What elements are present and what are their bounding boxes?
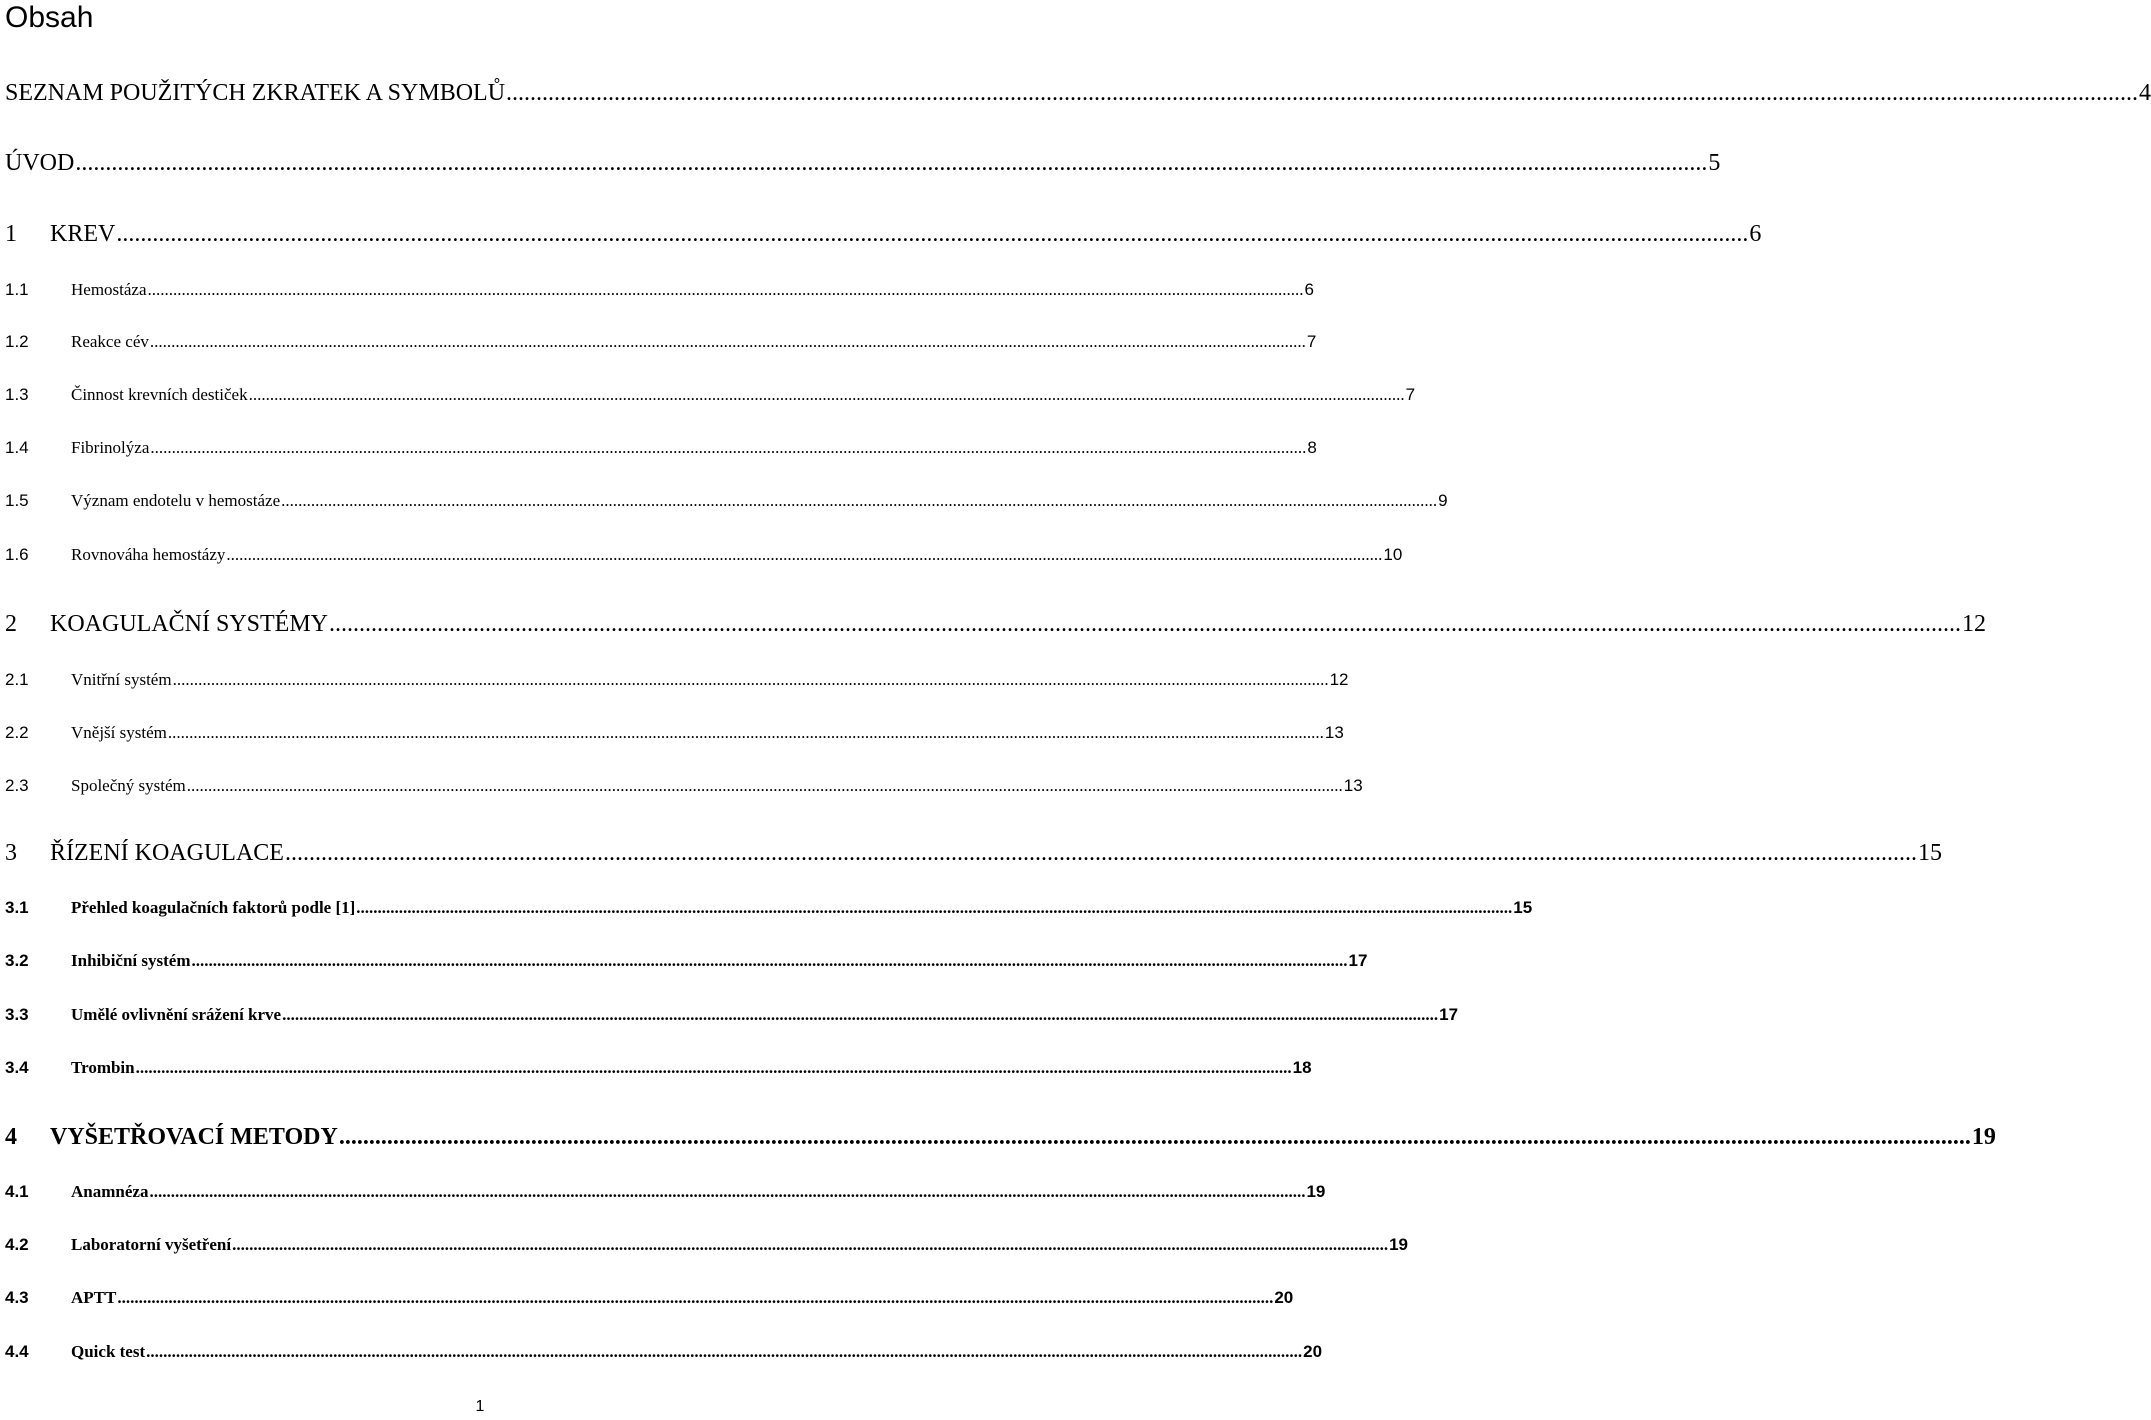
toc-entry-label: Význam endotelu v hemostáze [71, 491, 281, 510]
toc-entry-page: 19 [1971, 1124, 1996, 1150]
toc-entry-label: ŘÍZENÍ KOAGULACE [50, 840, 284, 866]
leader-dots [136, 1058, 1292, 1078]
toc-entry-label: Přehled koagulačních faktorů podle [1] [71, 898, 356, 917]
toc-entry-label: APTT [71, 1288, 117, 1307]
toc-entry-section-4-3[interactable] [5, 1288, 1294, 1308]
toc-entry-page: 9 [1438, 491, 1448, 510]
toc-entry-label: Laboratorní vyšetření [71, 1235, 232, 1254]
leader-dots [187, 776, 1343, 796]
toc-entry-number: 1 [5, 221, 17, 247]
toc-entry-number: 4 [5, 1124, 17, 1150]
toc-entry-page: 20 [1303, 1342, 1323, 1361]
toc-entry-section-3-2[interactable] [5, 951, 1368, 971]
toc-entry-number: 2.3 [5, 776, 29, 795]
toc-entry-section-3-3[interactable] [5, 1005, 1459, 1025]
toc-entry-label: KREV [50, 221, 116, 247]
toc-entry-label: Hemostáza [71, 280, 147, 299]
toc-entry-page: 8 [1307, 438, 1317, 457]
toc-entry-introduction[interactable] [5, 150, 1721, 177]
toc-entry-number: 2.2 [5, 723, 29, 742]
toc-entry-label: Quick test [71, 1342, 146, 1361]
toc-entry-number: 2.1 [5, 670, 29, 689]
toc-entry-page: 5 [1708, 150, 1721, 176]
toc-entry-label: SEZNAM POUŽITÝCH ZKRATEK A SYMBOLŮ [5, 80, 506, 106]
leader-dots [117, 1288, 1273, 1308]
toc-entry-section-3-1[interactable] [5, 898, 1533, 918]
toc-entry-page: 6 [1304, 280, 1314, 299]
leader-dots [282, 1005, 1438, 1025]
leader-dots [75, 150, 1707, 177]
toc-entry-number: 1.2 [5, 332, 29, 351]
toc-entry-page: 19 [1389, 1235, 1408, 1254]
toc-entry-page: 13 [1343, 776, 1363, 795]
toc-entry-number: 4.3 [5, 1288, 29, 1307]
toc-entry-page: 7 [1306, 332, 1317, 351]
toc-entry-number: 3.4 [5, 1058, 29, 1077]
toc-entry-number: 3.1 [5, 898, 29, 917]
toc-entry-page: 18 [1292, 1058, 1312, 1077]
toc-entry-page: 4 [2139, 80, 2151, 106]
toc-entry-section-1-5[interactable] [5, 491, 1448, 511]
leader-dots [232, 1235, 1388, 1255]
page-title: Obsah [5, 1, 94, 34]
toc-entry-number: 1.3 [5, 385, 29, 404]
toc-entry-page: 20 [1274, 1288, 1294, 1307]
toc-entry-section-1-1[interactable] [5, 280, 1314, 300]
leader-dots [150, 332, 1306, 352]
leader-dots [249, 385, 1405, 405]
leader-dots [149, 1182, 1305, 1202]
toc-entry-section-4-2[interactable] [5, 1235, 1408, 1255]
toc-entry-page: 6 [1749, 221, 1762, 247]
toc-entry-chapter-3[interactable] [5, 840, 1942, 867]
toc-entry-label: Trombin [71, 1058, 135, 1077]
toc-entry-number: 4.1 [5, 1182, 29, 1201]
toc-entry-page: 19 [1306, 1182, 1326, 1201]
toc-entry-chapter-1[interactable] [5, 221, 1762, 248]
toc-entry-label: KOAGULAČNÍ SYSTÉMY [50, 611, 329, 637]
toc-entry-page: 10 [1383, 545, 1403, 564]
toc-entry-page: 17 [1348, 951, 1368, 970]
toc-entry-section-1-4[interactable] [5, 438, 1317, 458]
leader-dots [168, 723, 1324, 743]
toc-entry-number: 3.2 [5, 951, 29, 970]
toc-entry-number: 1.5 [5, 491, 29, 510]
toc-entry-label: Inhibiční systém [71, 951, 191, 970]
toc-entry-page: 12 [1329, 670, 1349, 689]
toc-entry-list-of-abbreviations[interactable] [5, 80, 2151, 107]
toc-entry-label: Anamnéza [71, 1182, 149, 1201]
toc-entry-page: 17 [1439, 1005, 1459, 1024]
toc-entry-section-1-3[interactable] [5, 385, 1416, 405]
toc-entry-label: Vnitřní systém [71, 670, 172, 689]
leader-dots [285, 840, 1917, 867]
toc-entry-label: Fibrinolýza [71, 438, 150, 457]
toc-entry-label: Činnost krevních destiček [71, 385, 248, 404]
toc-entry-number: 2 [5, 611, 17, 637]
toc-entry-section-1-6[interactable] [5, 545, 1403, 565]
toc-entry-label: Rovnováha hemostázy [71, 545, 226, 564]
toc-entry-number: 3.3 [5, 1005, 29, 1024]
toc-entry-number: 1.4 [5, 438, 29, 457]
leader-dots [150, 438, 1306, 458]
toc-entry-label: Společný systém [71, 776, 186, 795]
toc-entry-section-2-1[interactable] [5, 670, 1349, 690]
toc-entry-section-2-2[interactable] [5, 723, 1344, 743]
toc-entry-page: 15 [1513, 898, 1533, 917]
leader-dots [356, 898, 1512, 918]
toc-entry-page: 13 [1324, 723, 1344, 742]
toc-entry-number: 4.2 [5, 1235, 29, 1254]
leader-dots [146, 1342, 1302, 1362]
toc-entry-chapter-2[interactable] [5, 611, 1987, 638]
toc-entry-number: 1.1 [5, 280, 29, 299]
leader-dots [116, 221, 1748, 248]
toc-entry-section-4-4[interactable] [5, 1342, 1323, 1362]
toc-entry-chapter-4[interactable] [5, 1124, 1996, 1151]
toc-entry-page: 12 [1962, 611, 1987, 637]
leader-dots [192, 951, 1348, 971]
toc-entry-number: 3 [5, 840, 17, 866]
toc-entry-section-4-1[interactable] [5, 1182, 1326, 1202]
leader-dots [281, 491, 1437, 511]
toc-entry-section-2-3[interactable] [5, 776, 1363, 796]
toc-entry-section-3-4[interactable] [5, 1058, 1312, 1078]
leader-dots [148, 280, 1304, 300]
toc-entry-page: 15 [1917, 840, 1942, 866]
toc-entry-label: Reakce cév [71, 332, 149, 351]
page-number-footer: 1 [475, 1398, 485, 1415]
toc-entry-section-1-2[interactable] [5, 332, 1317, 352]
toc-entry-label: Umělé ovlivnění srážení krve [71, 1005, 282, 1024]
leader-dots [173, 670, 1329, 690]
leader-dots [506, 80, 2138, 107]
toc-entry-label: Vnější systém [71, 723, 167, 742]
toc-entry-label: VYŠETŘOVACÍ METODY [50, 1124, 338, 1150]
toc-entry-number: 1.6 [5, 545, 29, 564]
leader-dots [329, 611, 1961, 638]
toc-entry-label: ÚVOD [5, 150, 75, 176]
leader-dots [226, 545, 1382, 565]
leader-dots [339, 1124, 1971, 1151]
toc-entry-page: 7 [1405, 385, 1416, 404]
toc-entry-number: 4.4 [5, 1342, 29, 1361]
